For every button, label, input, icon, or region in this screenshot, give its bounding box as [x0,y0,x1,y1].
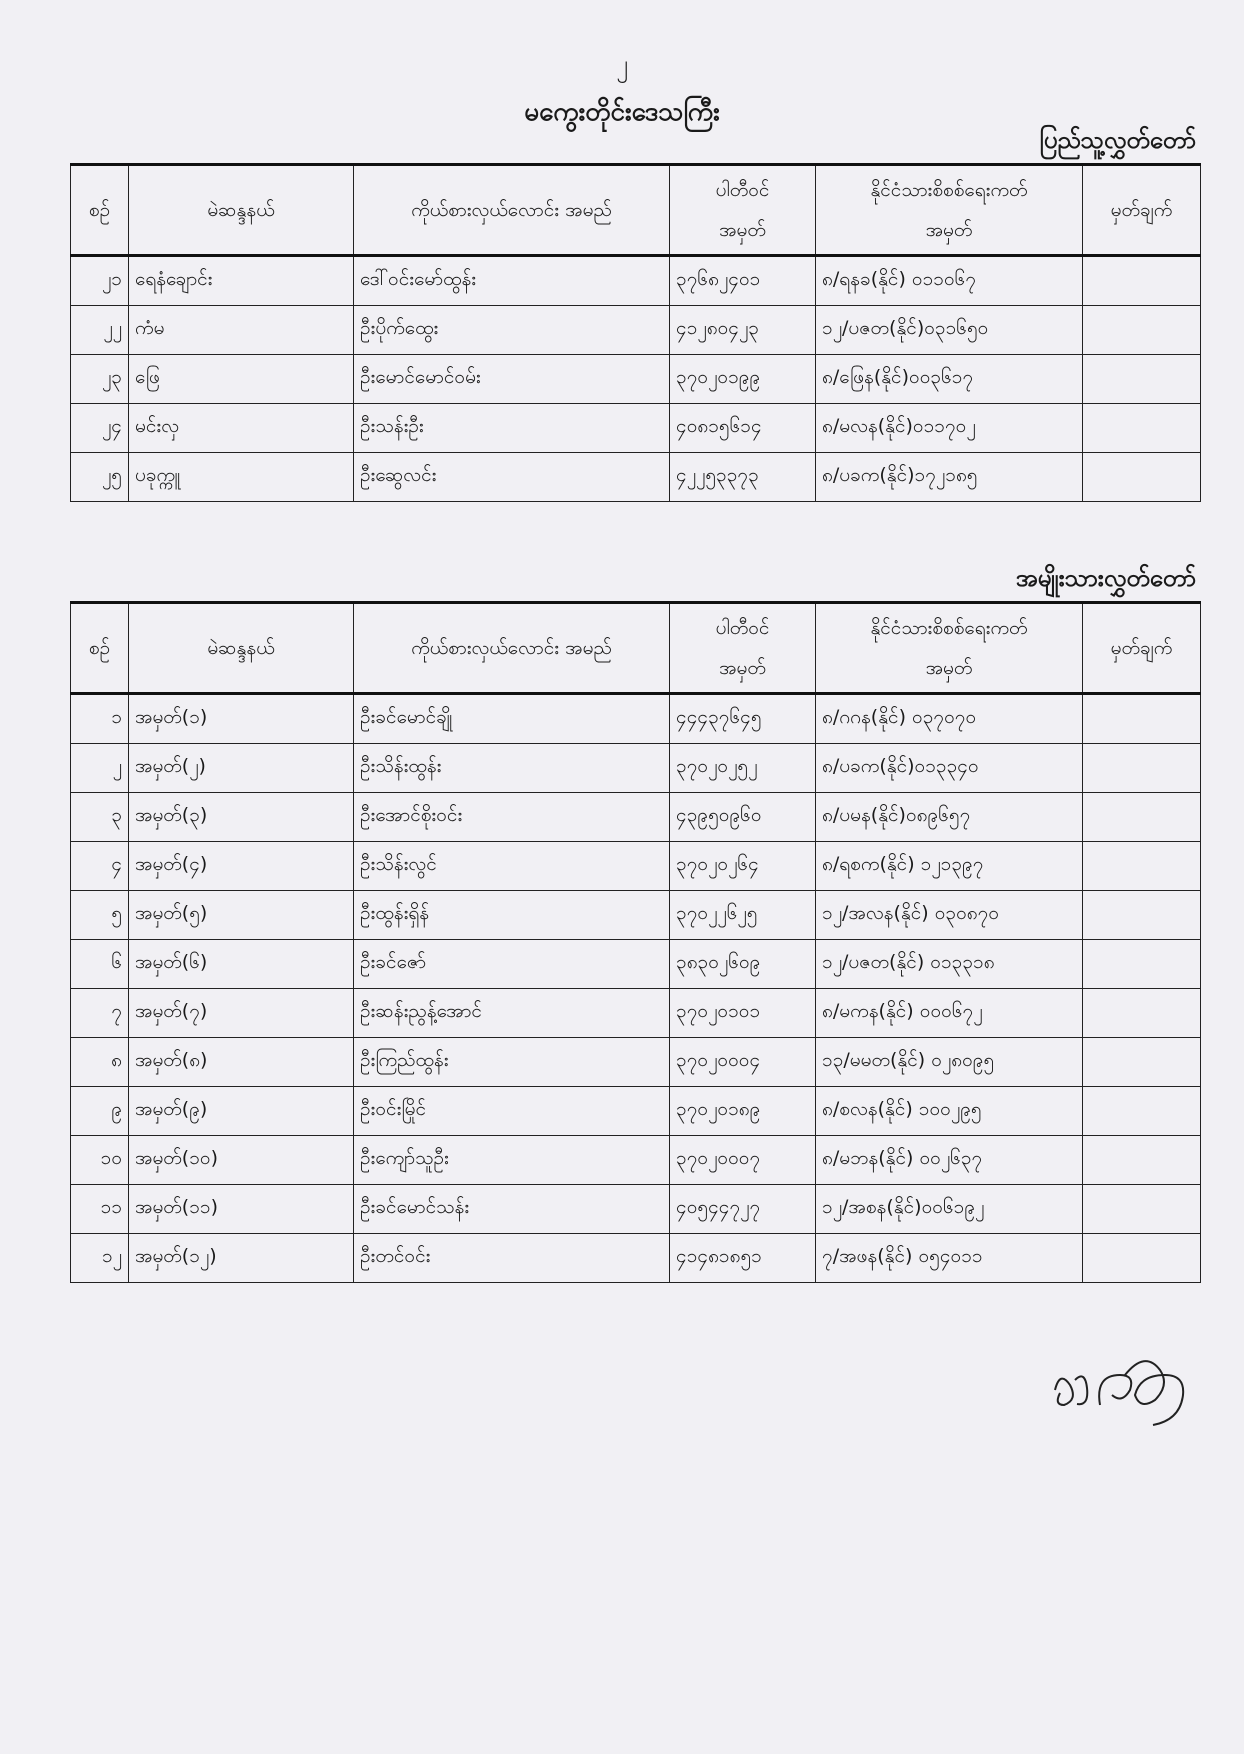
nrc-number-cell: ၈/မကန(နိုင်) ၀၀၀၆၇၂ [816,989,1083,1038]
row-number: ၂၂ [71,306,129,355]
party-number-cell: ၃၇၀၂၀၁၀၁ [670,989,816,1038]
col-header-candidate-name: ကိုယ်စားလှယ်လောင်း အမည် [354,603,670,694]
col-header-no: စဉ် [71,603,129,694]
table-row [71,1234,1201,1283]
remark-cell [1083,1185,1201,1234]
handwritten-signature [1045,1335,1195,1435]
remark-cell [1083,793,1201,842]
party-number-cell: ၄၃၉၅၀၉၆၀ [670,793,816,842]
constituency-cell: အမှတ်(၈) [129,1038,354,1087]
remark-cell [1083,256,1201,306]
table-row [71,404,1201,453]
row-number: ၄ [71,842,129,891]
constituency-cell: ရေနံချောင်း [129,256,354,306]
constituency-cell: ဖြေ [129,355,354,404]
table-row [71,256,1201,306]
candidate-name-cell: ဦးခင်မောင်ချို [354,694,670,744]
table-row [71,744,1201,793]
candidate-name-cell: ဦးတင်ဝင်း [354,1234,670,1283]
candidate-name-cell: ဦးကြည်ထွန်း [354,1038,670,1087]
candidate-name-cell: ဦးသိန်းလွင် [354,842,670,891]
table-row [71,1185,1201,1234]
table-row [71,694,1201,744]
remark-cell [1083,940,1201,989]
row-number: ၇ [71,989,129,1038]
party-number-cell: ၃၇၀၂၀၂၅၂ [670,744,816,793]
table-row [71,891,1201,940]
constituency-cell: အမှတ်(၁) [129,694,354,744]
nrc-number-cell: ၈/ဖြေန(နိုင်)၀၀၃၆၁၇ [816,355,1083,404]
candidate-name-cell: ဦးသိန်းထွန်း [354,744,670,793]
table-header-row [71,603,1201,694]
table-row [71,842,1201,891]
party-number-cell: ၄၁၄၈၁၈၅၁ [670,1234,816,1283]
nrc-number-cell: ၈/ပခက(နိုင်)၁၇၂၁၈၅ [816,453,1083,502]
candidate-name-cell: ဒေါ်ဝင်းမော်ထွန်း [354,256,670,306]
table-row [71,940,1201,989]
row-number: ၂ [71,744,129,793]
col-header-remark: မှတ်ချက် [1083,165,1201,256]
constituency-cell: အမှတ်(၅) [129,891,354,940]
constituency-cell: အမှတ်(၁၁) [129,1185,354,1234]
candidate-name-cell: ဦးပိုက်ထွေး [354,306,670,355]
col-header-candidate-name: ကိုယ်စားလှယ်လောင်း အမည် [354,165,670,256]
row-number: ၂၃ [71,355,129,404]
row-number: ၃ [71,793,129,842]
nrc-number-cell: ၁၂/အစန(နိုင်)၀၀၆၁၉၂ [816,1185,1083,1234]
party-number-cell: ၃၇၀၂၀၁၈၉ [670,1087,816,1136]
remark-cell [1083,744,1201,793]
candidate-name-cell: ဦးဆွေလင်း [354,453,670,502]
party-number-cell: ၃၇၀၂၀၁၉၉ [670,355,816,404]
remark-cell [1083,989,1201,1038]
constituency-cell: အမှတ်(၄) [129,842,354,891]
nrc-number-cell: ၈/ရစက(နိုင်) ၁၂၁၃၉၇ [816,842,1083,891]
party-number-cell: ၃၇၀၂၂၆၂၅ [670,891,816,940]
nrc-number-cell: ၈/စလန(နိုင်) ၁၀၀၂၉၅ [816,1087,1083,1136]
party-number-cell: ၄၄၄၃၇၆၄၅ [670,694,816,744]
nrc-number-cell: ၈/မလန(နိုင်)၀၁၁၇၀၂ [816,404,1083,453]
row-number: ၂၄ [71,404,129,453]
candidate-name-cell: ဦးကျော်သူဦး [354,1136,670,1185]
candidate-name-cell: ဦးခင်မောင်သန်း [354,1185,670,1234]
row-number: ၉ [71,1087,129,1136]
remark-cell [1083,453,1201,502]
constituency-cell: ပခုက္ကူ [129,453,354,502]
constituency-cell: မင်းလှ [129,404,354,453]
remark-cell [1083,1087,1201,1136]
amyotha-table [70,601,1201,1283]
amyotha-table-body [71,694,1201,1283]
table-row [71,1087,1201,1136]
nrc-number-cell: ၈/ပခက(နိုင်)၀၁၃၃၄၀ [816,744,1083,793]
nrc-number-cell: ၁၂/အလန(နိုင်) ၀၃၀၈၇၀ [816,891,1083,940]
remark-cell [1083,1136,1201,1185]
candidate-name-cell: ဦးထွန်းရှိန် [354,891,670,940]
table-row [71,793,1201,842]
col-header-no: စဉ် [71,165,129,256]
constituency-cell: အမှတ်(၁၂) [129,1234,354,1283]
party-number-cell: ၄၁၂၈၀၄၂၃ [670,306,816,355]
nrc-number-cell: ၁၂/ပဇတ(နိုင်)၀၃၁၆၅၀ [816,306,1083,355]
constituency-cell: အမှတ်(၂) [129,744,354,793]
constituency-cell: အမှတ်(၁၀) [129,1136,354,1185]
nrc-number-cell: ၈/ဂဂန(နိုင်) ၀၃၇၀၇၀ [816,694,1083,744]
row-number: ၁ [71,694,129,744]
row-number: ၅ [71,891,129,940]
constituency-cell: ကံမ [129,306,354,355]
nrc-number-cell: ၁၃/မမတ(နိုင်) ၀၂၈၀၉၅ [816,1038,1083,1087]
amyotha-section-title: အမျိုးသားလွှတ်တော် [1015,564,1196,592]
remark-cell [1083,842,1201,891]
party-number-cell: ၃၇၀၂၀၂၆၄ [670,842,816,891]
nrc-number-cell: ၁၂/ပဇတ(နိုင်) ၀၁၃၃၁၈ [816,940,1083,989]
candidate-name-cell: ဦးခင်ဇော် [354,940,670,989]
remark-cell [1083,306,1201,355]
pyithu-table [70,163,1201,502]
remark-cell [1083,404,1201,453]
nrc-number-cell: ၈/ပမန(နိုင်)၀၈၉၆၅၇ [816,793,1083,842]
row-number: ၆ [71,940,129,989]
remark-cell [1083,891,1201,940]
table-row [71,989,1201,1038]
page-number: ၂ [616,50,628,78]
col-header-party-no: ပါတီဝင် အမှတ် [670,603,816,694]
party-number-cell: ၃၇၀၂၀၀၀၄ [670,1038,816,1087]
row-number: ၂၁ [71,256,129,306]
candidate-name-cell: ဦးမောင်မောင်ဝမ်း [354,355,670,404]
nrc-number-cell: ၈/ရနခ(နိုင်) ၀၁၁၀၆၇ [816,256,1083,306]
constituency-cell: အမှတ်(၃) [129,793,354,842]
nrc-number-cell: ၈/မဘန(နိုင်) ၀၀၂၆၃၇ [816,1136,1083,1185]
table-row [71,1038,1201,1087]
col-header-nrc: နိုင်ငံသားစိစစ်ရေးကတ် အမှတ် [816,165,1083,256]
candidate-name-cell: ဦးဝင်းမြိုင် [354,1087,670,1136]
party-number-cell: ၃၈၃၀၂၆၀၉ [670,940,816,989]
constituency-cell: အမှတ်(၉) [129,1087,354,1136]
row-number: ၂၅ [71,453,129,502]
row-number: ၁၀ [71,1136,129,1185]
candidate-name-cell: ဦးသန်းဦး [354,404,670,453]
region-title: မကွေးတိုင်းဒေသကြီး [524,97,720,127]
remark-cell [1083,1234,1201,1283]
col-header-constituency: မဲဆန္ဒနယ် [129,165,354,256]
col-header-nrc: နိုင်ငံသားစိစစ်ရေးကတ် အမှတ် [816,603,1083,694]
col-header-constituency: မဲဆန္ဒနယ် [129,603,354,694]
party-number-cell: ၃၇၀၂၀၀၀၇ [670,1136,816,1185]
table-header-row [71,165,1201,256]
remark-cell [1083,355,1201,404]
constituency-cell: အမှတ်(၆) [129,940,354,989]
candidate-name-cell: ဦးဆန်းညွန့်အောင် [354,989,670,1038]
remark-cell [1083,1038,1201,1087]
table-row [71,1136,1201,1185]
party-number-cell: ၃၇၆၈၂၄၀၁ [670,256,816,306]
constituency-cell: အမှတ်(၇) [129,989,354,1038]
col-header-party-no: ပါတီဝင် အမှတ် [670,165,816,256]
nrc-number-cell: ၇/အဖန(နိုင်) ၀၅၄၀၁၁ [816,1234,1083,1283]
table-row [71,453,1201,502]
remark-cell [1083,694,1201,744]
col-header-remark: မှတ်ချက် [1083,603,1201,694]
pyithu-section-title: ပြည်သူ့လွှတ်တော် [1039,126,1196,154]
party-number-cell: ၄၀၈၁၅၆၁၄ [670,404,816,453]
row-number: ၁၂ [71,1234,129,1283]
row-number: ၁၁ [71,1185,129,1234]
table-row [71,306,1201,355]
pyithu-table-body [71,256,1201,502]
row-number: ၈ [71,1038,129,1087]
table-row [71,355,1201,404]
party-number-cell: ၄၀၅၄၄၇၂၇ [670,1185,816,1234]
party-number-cell: ၄၂၂၅၃၃၇၃ [670,453,816,502]
candidate-name-cell: ဦးအောင်စိုးဝင်း [354,793,670,842]
